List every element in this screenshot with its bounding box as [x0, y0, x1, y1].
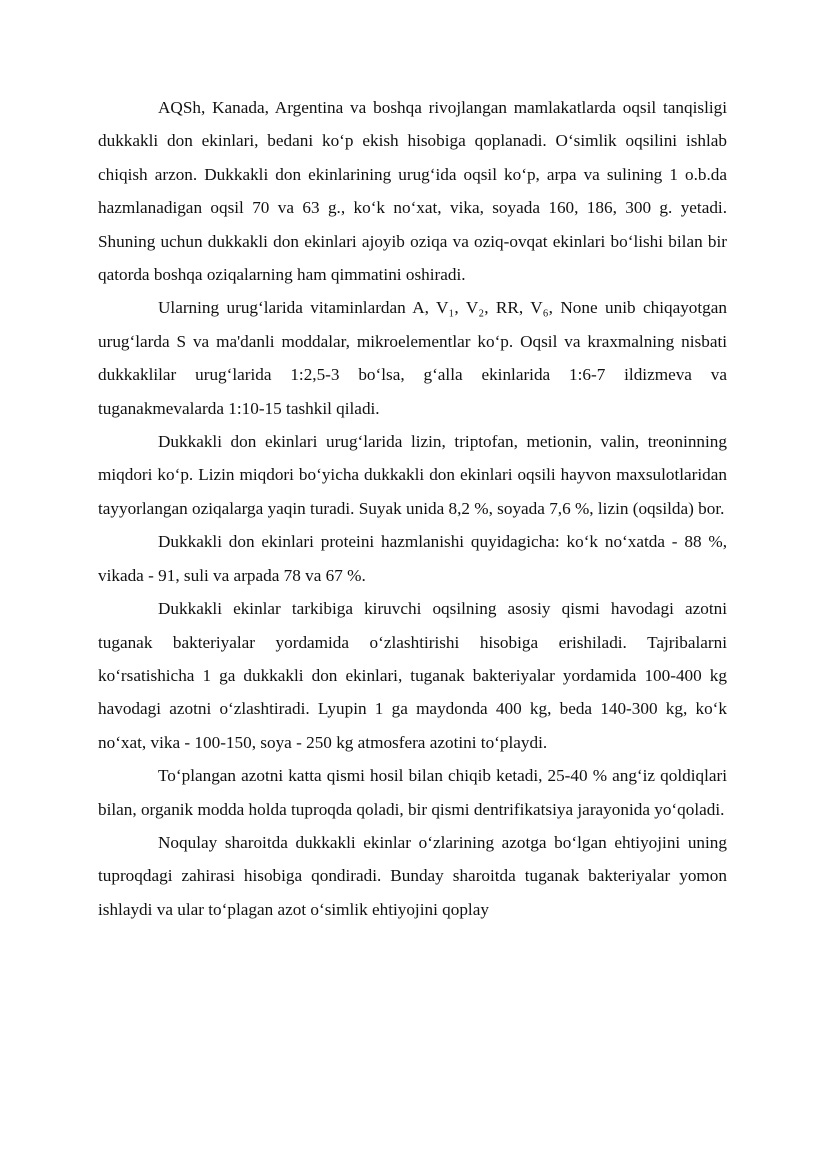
- paragraph-5: Dukkakli ekinlar tarkibiga kiruvchi oqsilning asosiy qismi havodagi azotni tuganak bakteriyalar yordamida o‘zlashtirishi hisobiga erishiladi. Tajribalarni ko‘rsatishicha 1 ga dukkakli don ekinlari, tuganak bakteriyalar yordamida 100-400 kg havodagi azotni o‘zlashtiradi. Lyupin 1 ga maydonda 400 kg, beda 140-300 kg, ko‘k no‘xat, vika - 100-150, soya - 250 kg atmosfera azotini to‘playdi.: [98, 599, 727, 752]
- document-page: [98, 91, 727, 926]
- paragraph-6: To‘plangan azotni katta qismi hosil bilan chiqib ketadi, 25-40 % ang‘iz qoldiqlari bilan, organik modda holda tuproqda qoladi, bir qismi dentrifikatsiya jarayonida yo‘qoladi.: [98, 766, 727, 819]
- paragraph-1: AQSh, Kanada, Argentina va boshqa rivojlangan mamlakatlarda oqsil tanqisligi dukkakli don ekinlari, bedani ko‘p ekish hisobiga qoplanadi. O‘simlik oqsilini ishlab chiqish arzon. Dukkakli don ekinlarining urug‘ida oqsil ko‘p, arpa va sulining 1 o.b.da hazmlanadigan oqsil 70 va 63 g., ko‘k no‘xat, vika, soyada 160, 186, 300 g. yetadi. Shuning uchun dukkakli don ekinlari ajoyib oziqa va oziq-ovqat ekinlari bo‘lishi bilan bir qatorda boshqa oziqalarning ham qimmatini oshiradi.: [98, 98, 727, 285]
- paragraph-4: Dukkakli don ekinlari proteini hazmlanishi quyidagicha: ko‘k no‘xatda - 88 %, vikada - 91, suli va arpada 78 va 67 %.: [98, 532, 727, 585]
- paragraph-7: Noqulay sharoitda dukkakli ekinlar o‘zlarining azotga bo‘lgan ehtiyojini uning tuproqdagi zahirasi hisobiga qondiradi. Bunday sharoitda tuganak bakteriyalar yomon ishlaydi va ular to‘plagan azot o‘simlik ehtiyojini qoplay: [98, 832, 727, 919]
- paragraph-3: Dukkakli don ekinlari urug‘larida lizin, triptofan, metionin, valin, treoninning miqdori ko‘p. Lizin miqdori bo‘yicha dukkakli don ekinlari oqsili hayvon maxsulotlaridan tayyorlangan oziqalarga yaqin turadi. Suyak unida 8,2 %, soyada 7,6 %, lizin (oqsilda) bor.: [98, 432, 727, 518]
- paragraph-2: Ularning urug‘larida vitaminlardan A, V₁, V₂, RR, V₆, None unib chiqayotgan urug‘larda S va ma'danli moddalar, mikroelementlar ko‘p. Oqsil va kraxmalning nisbati dukkaklilar urug‘larida 1:2,5-3 bo‘lsa, g‘alla ekinlarida 1:6-7 ildizmeva va tuganakmevalarda 1:10-15 tashkil qiladi.: [98, 298, 727, 418]
